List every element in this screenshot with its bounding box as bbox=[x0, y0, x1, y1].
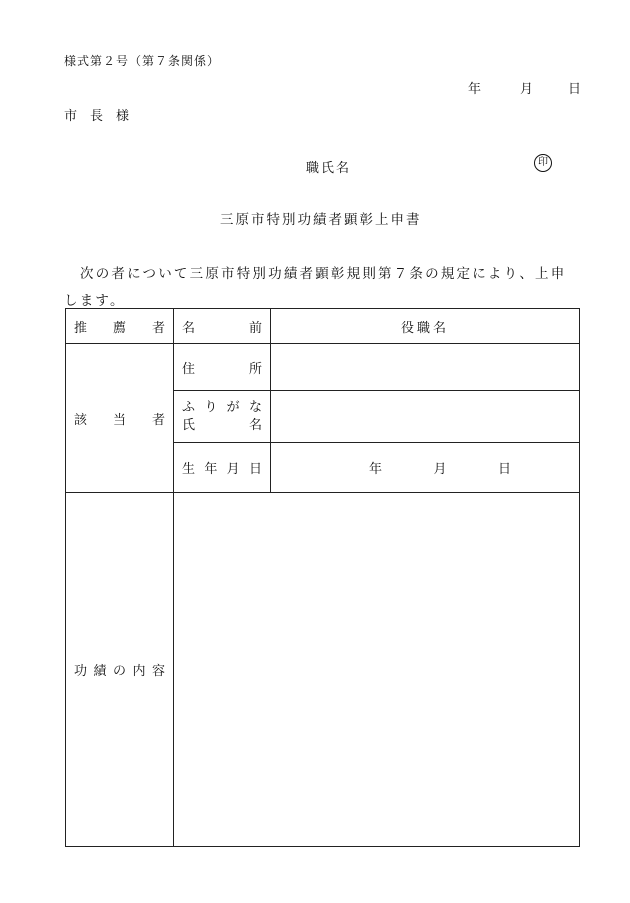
address-field[interactable] bbox=[271, 344, 580, 391]
furigana-name-label: ふ り が な 氏 名 bbox=[174, 391, 271, 443]
birthdate-field[interactable] bbox=[271, 443, 580, 493]
document-title: 三原市特別功績者顕彰上申書 bbox=[220, 212, 422, 228]
address-row bbox=[66, 344, 580, 391]
recommender-position-field[interactable] bbox=[271, 309, 580, 344]
birth-year-label: 年 bbox=[369, 462, 383, 477]
seal-mark: 印 bbox=[534, 154, 552, 172]
date-year-label: 年 bbox=[468, 82, 482, 97]
recommender-row bbox=[66, 309, 580, 344]
birth-day-label: 日 bbox=[497, 462, 511, 477]
form-number: 様式第２号（第７条関係） bbox=[64, 54, 221, 68]
subject-person-label: 該 当 者 bbox=[66, 344, 174, 493]
address-label: 住 所 bbox=[174, 344, 271, 391]
date-month-label: 月 bbox=[520, 82, 534, 97]
date-day-label: 日 bbox=[568, 82, 582, 97]
application-form-table bbox=[65, 308, 580, 847]
birthdate-label: 生 年 月 日 bbox=[174, 443, 271, 493]
recommender-label: 推 薦 者 bbox=[66, 309, 174, 344]
addressee: 市 長 様 bbox=[64, 109, 130, 124]
intro-line-1: 次の者について三原市特別功績者顕彰規則第７条の規定により、上申 bbox=[80, 266, 567, 282]
achievement-content-field[interactable] bbox=[174, 493, 580, 847]
achievement-row bbox=[66, 493, 580, 847]
birth-month-label: 月 bbox=[433, 462, 447, 477]
name-field[interactable] bbox=[271, 391, 580, 443]
position-label: 役職名 bbox=[400, 320, 449, 336]
intro-line-2: します。 bbox=[64, 293, 126, 309]
achievement-label: 功 績 の 内 容 bbox=[66, 493, 174, 847]
signature-label: 職氏名 bbox=[306, 161, 352, 176]
recommender-name-label: 名 前 bbox=[174, 309, 271, 344]
